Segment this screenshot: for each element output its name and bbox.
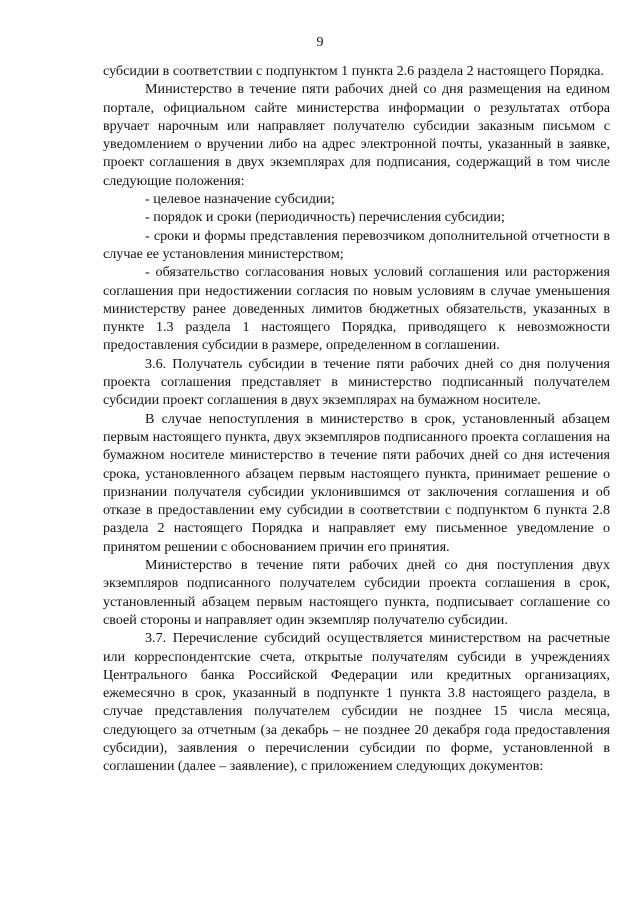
list-item-purpose: - целевое назначение субсидии; [145,191,335,208]
paragraph-draft-agreement: Министерство в течение пяти рабочих дней со дня размещения на едином портале, официальном сайте министерства информации о результатах отбора вручает нарочным или направляет получателю субсидии заказным письмом с уведомлением о вручении либо на адрес электронной почты, указанный в заявке, проект соглашения в двух экземплярах для подписания, содержащий в том числе следующие положения: [103,81,610,189]
paragraph-3-6: 3.6. Получатель субсидии в течение пяти рабочих дней со дня получения проекта соглашения представляет в министерство подписанный получателем субсидии проект соглашения в двух экземплярах на бумажном носителе. [103,355,610,409]
list-item-obligation: - обязательство согласования новых условий соглашения или расторжения соглашения при недостижении согласия по новым условиям в случае уменьшения министерству ранее доведенных лимитов бюджетных обязательств, указанных в пункте 1.3 раздела 1 настоящего Порядка, приводящего к невозможности предоставления субсидии в размере, определенном в соглашении. [103,264,610,354]
page-number: 9 [316,35,324,50]
paragraph-continuation: субсидии в соответствии с подпунктом 1 пункта 2.6 раздела 2 настоящего Порядка. [103,63,604,79]
list-item-transfer-terms: - порядок и сроки (периодичность) перечисления субсидии; [145,209,505,226]
paragraph-signing: Министерство в течение пяти рабочих дней со дня поступления двух экземпляров подписанного получателем субсидии проекта соглашения в срок, установленный абзацем первым настоящего пункта, подписывает соглашение со своей стороны и направляет один экземпляр получателю субсидии. [103,557,610,628]
paragraph-3-7: 3.7. Перечисление субсидий осуществляется министерством на расчетные или корреспондентские счета, открытые получателям субсиди в учреждениях Центрального банка Российской Федерации или кредитных организациях, ежемесячно в срок, указанный в подпункте 1 пункта 3.8 настоящего раздела, в случае представления получателем субсидии не позднее 15 числа месяца, следующего за отчетным (за декабрь – не позднее 20 декабря года предоставления субсидии), заявления о перечислении субсидии по форме, установленной в соглашении (далее – заявление), с приложением следующих документов: [103,630,610,775]
list-item-reporting: - сроки и формы представления перевозчиком дополнительной отчетности в случае ее установления министерством; [103,227,610,262]
document-body [103,62,610,776]
paragraph-non-receipt: В случае непоступления в министерство в срок, установленный абзацем первым настоящего пункта, двух экземпляров подписанного проекта соглашения на бумажном носителе министерство в течение пяти рабочих дней со дня истечения срока, установленного абзацем первым настоящего пункта, принимает решение о признании получателя субсидии уклонившимся от заключения соглашения и об отказе в предоставлении ему субсидии в соответствии с подпунктом 6 пункта 2.8 раздела 2 настоящего Порядка и направляет ему письменное уведомление о принятом решении с обоснованием причин его принятия. [103,410,610,555]
